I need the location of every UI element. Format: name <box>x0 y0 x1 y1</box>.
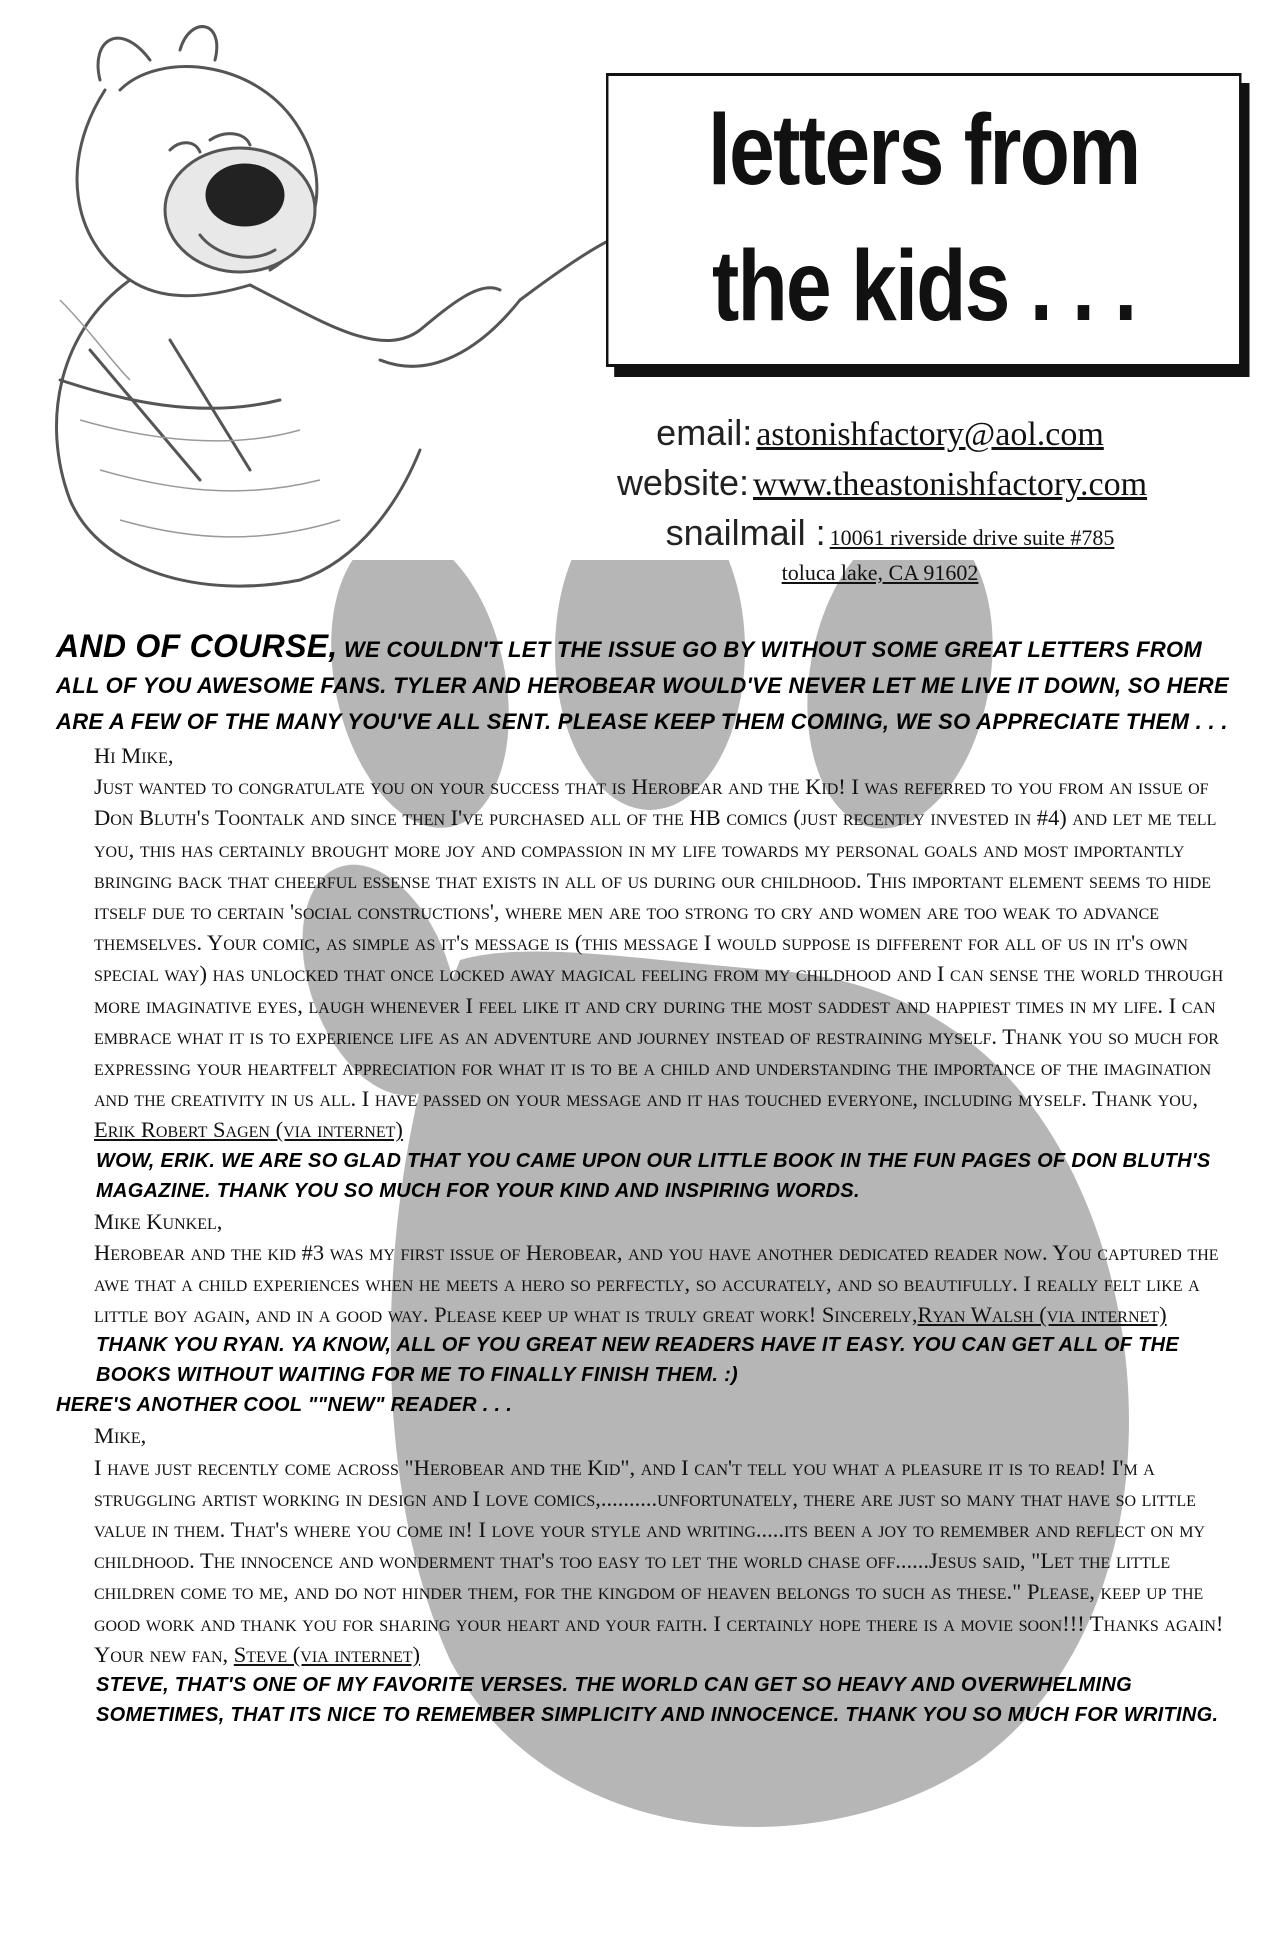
website-link[interactable]: www.theastonishfactory.com <box>753 466 1148 503</box>
letter-1-text: Just wanted to congratulate you on your success that is Herobear and the Kid! I was referred to you from an issue of Don Bluth's Toontalk and since then I've purchased all of the HB comics (just recently invested in #4) and let me tell you, this has certainly brought more joy and compassion in my life towards my personal goals and most importantly bringing back that cheerful essense that exists in all of us during our childhood. This important element seems to hide itself due to certain 'social constructions', where men are too strong to cry and women are too weak to advance themselves. Your comic, as simple as it's message is (this message I would suppose is different for all of us in it's own special way) has unlocked that once locked away magical feeling from my childhood and I can sense the world through more imaginative eyes, laugh whenever I feel like it and cry during the most saddest and happiest times in my life. I can embrace what it is to experience life as an adventure and journey instead of restraining myself. Thank you so much for expressing your heartfelt appreciation for what it is to be a child and understanding the importance of the imagination and the creativity in us all. I have passed on your message and it has touched everyone, including myself. Thank you, <box>94 774 1224 1112</box>
email-link[interactable]: astonishfactory@aol.com <box>756 416 1104 453</box>
letters-section <box>56 628 1236 1730</box>
letter-3-salutation: Mike, <box>94 1423 147 1449</box>
snailmail-row <box>580 512 1200 554</box>
address-line-2: toluca lake, CA 91602 <box>781 560 979 585</box>
title-line-2: the kids . . . <box>711 230 1136 342</box>
bear-character-illustration <box>0 0 640 640</box>
website-label: website: <box>616 462 750 503</box>
page-title <box>606 73 1242 367</box>
letter-3-signature: Steve (via internet) <box>233 1641 421 1667</box>
letter-3-body <box>56 1452 1236 1670</box>
letter-2-text: Herobear and the kid #3 was my first issue of Herobear, and you have another dedicated reader now. You captured the awe that a child experiences when he meets a hero so perfectly, so accurately, and so beautifully. I really felt like a little boy again, and in a good way. Please keep up what is truly great work! Sincerely, <box>94 1239 1219 1328</box>
letter-1-salutation: Hi Mike, <box>94 743 174 768</box>
address-line-1: 10061 riverside drive suite #785 <box>829 525 1115 550</box>
letter-3-reply: STEVE, THAT'S ONE OF MY FAVORITE VERSES. THE WORLD CAN GET SO HEAVY AND OVERWHELMING SOMETIMES, THAT ITS NICE TO REMEMBER SIMPLICITY AND INNOCENCE. THANK YOU SO MUCH FOR WRITING. <box>96 1674 1219 1727</box>
letter-3-text: I have just recently come across "Herobear and the Kid", and I can't tell you what a pleasure it is to read! I'm a struggling artist working in design and I love comics,..........unfortunately, there are just so many that have so little value in them. That's where you come in! I love your style and writing.....its been a joy to remember and reflect on my childhood. The innocence and wonderment that's too easy to let the world chase off......Jesus said, "Let the little children come to me, and do not hinder them, for the kingdom of heaven belongs to such as these." Please, keep up the good work and thank you for sharing your heart and your faith. I certainly hope there is a movie soon!!! Thanks again! Your new fan, <box>94 1454 1224 1667</box>
letter-2-signature: Ryan Walsh (via internet) <box>917 1302 1167 1328</box>
intro-text: WE COULDN'T LET THE ISSUE GO BY WITHOUT SOME GREAT LETTERS FROM ALL OF YOU AWESOME FANS. TYLER AND HEROBEAR WOULD'VE NEVER LET ME LIVE IT DOWN, SO HERE ARE A FEW OF THE MANY YOU'VE ALL SENT. PLEASE KEEP THEM COMING, WE SO APPRECIATE THEM . . . <box>56 637 1229 734</box>
letter-2-salutation: Mike Kunkel, <box>94 1208 223 1234</box>
title-line-1: letters from <box>708 94 1140 206</box>
website-row <box>552 462 1212 504</box>
email-label: email: <box>656 412 753 453</box>
intro-first-word: AND OF COURSE, <box>56 628 338 664</box>
letter-1-signature: Erik Robert Sagen (via internet) <box>94 1117 403 1143</box>
letter-2-body <box>56 1237 1236 1331</box>
snailmail-label: snailmail : <box>665 512 826 553</box>
letter-1-body <box>56 771 1236 1145</box>
letter-2-reply: THANK YOU RYAN. YA KNOW, ALL OF YOU GREAT NEW READERS HAVE IT EASY. YOU CAN GET ALL OF THE BOOKS WITHOUT WAITING FOR ME TO FINALLY FINISH THEM. :) <box>96 1334 1180 1387</box>
letter-2-followup: HERE'S ANOTHER COOL ""NEW" READER . . . <box>56 1394 513 1417</box>
email-row <box>560 412 1200 454</box>
letter-1-reply: WOW, ERIK. WE ARE SO GLAD THAT YOU CAME UPON OUR LITTLE BOOK IN THE FUN PAGES OF DON BLUTH'S MAGAZINE. THANK YOU SO MUCH FOR YOUR KIND AND INSPIRING WORDS. <box>96 1149 1211 1202</box>
intro-paragraph <box>56 628 1236 740</box>
city-row <box>740 560 1020 586</box>
